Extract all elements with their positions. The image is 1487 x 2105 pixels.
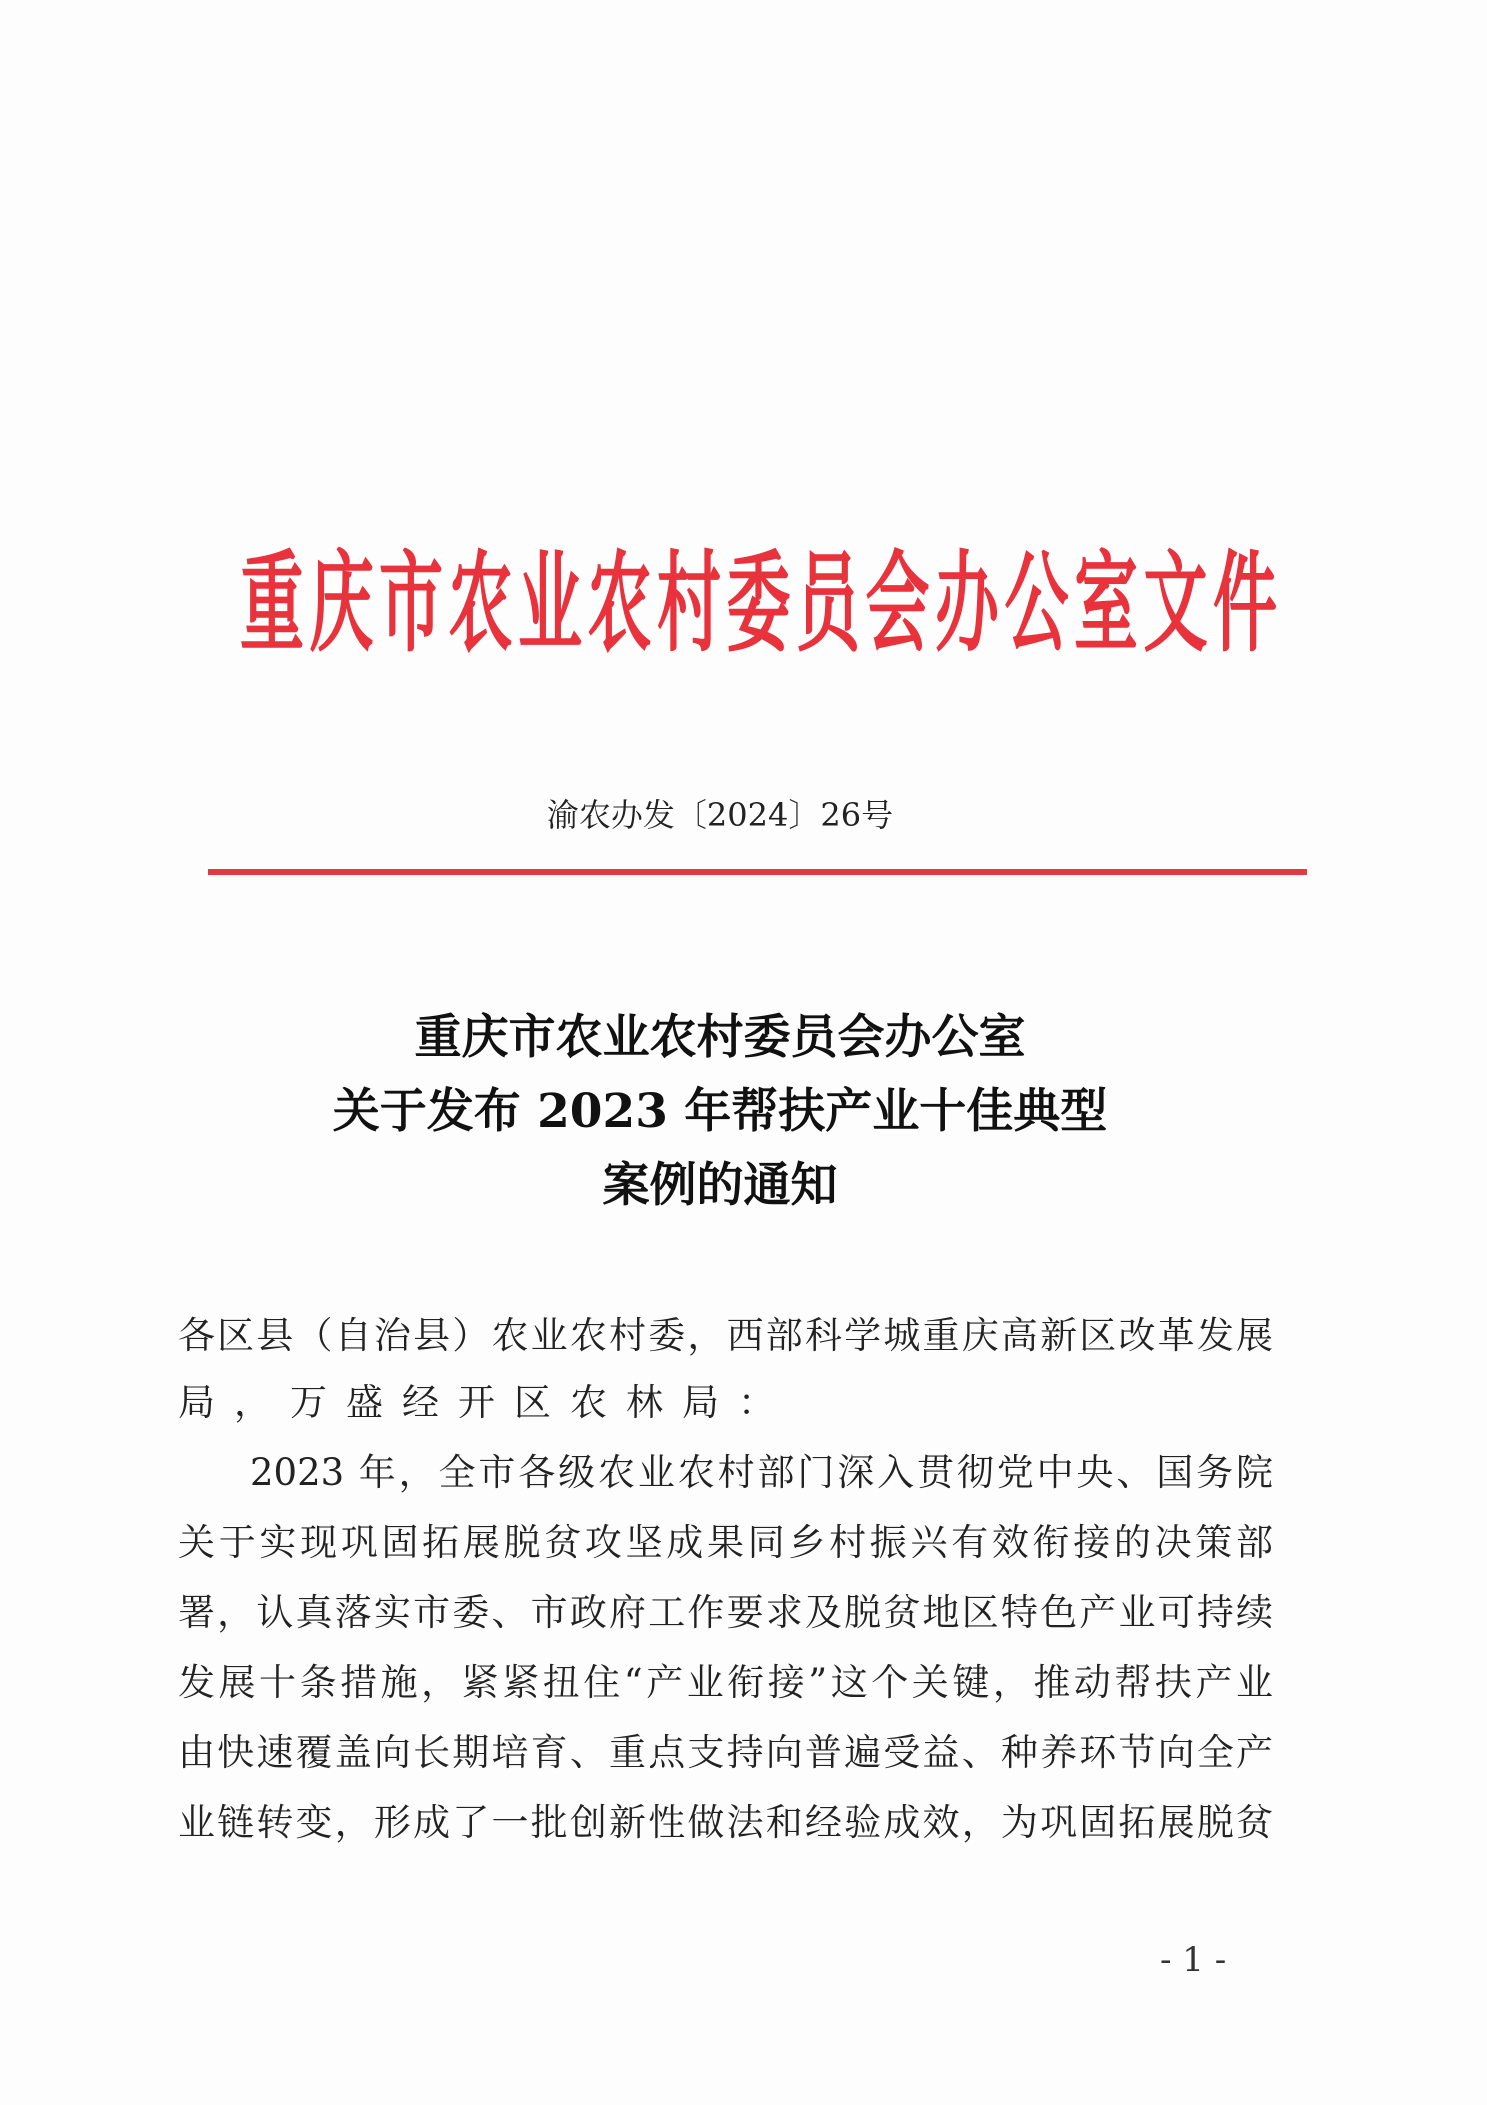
body-line: 2023 年，全市各级农业农村部门深入贯彻党中央、国务院 bbox=[250, 1451, 1273, 1494]
red-header-char: 文 bbox=[1143, 542, 1206, 669]
body-line: 关于实现巩固拓展脱贫攻坚成果同乡村振兴有效衔接的决策部 bbox=[178, 1521, 1273, 1564]
red-header-char: 业 bbox=[518, 542, 580, 669]
notice-title-line-2: 关于发布 2023 年帮扶产业十佳典型 bbox=[332, 1084, 1108, 1139]
body-line: 由快速覆盖向长期培育、重点支持向普遍受益、种养环节向全产 bbox=[178, 1731, 1273, 1774]
red-header-char: 会 bbox=[865, 542, 928, 669]
red-header-char: 办 bbox=[935, 542, 997, 669]
red-header-char: 重 bbox=[240, 542, 302, 669]
body-line: 发展十条措施，紧紧扭住“产业衔接”这个关键，推动帮扶产业 bbox=[178, 1661, 1273, 1704]
document-number: 渝农办发〔2024〕26号 bbox=[546, 796, 894, 834]
body-line: 业链转变，形成了一批创新性做法和经验成效，为巩固拓展脱贫 bbox=[178, 1801, 1273, 1844]
red-header-char: 件 bbox=[1213, 542, 1275, 669]
red-header-char: 室 bbox=[1074, 542, 1136, 669]
red-header-char: 村 bbox=[657, 542, 719, 669]
notice-title-line-3: 案例的通知 bbox=[602, 1158, 838, 1213]
red-header-char: 市 bbox=[379, 542, 441, 669]
red-divider-line bbox=[208, 869, 1307, 875]
page-number: - 1 - bbox=[1160, 1940, 1227, 1980]
red-header-char: 农 bbox=[448, 542, 511, 669]
body-line: 局，万盛经开区农林局： bbox=[178, 1381, 794, 1424]
red-header-char: 农 bbox=[587, 542, 650, 669]
red-header-char: 委 bbox=[726, 542, 789, 669]
body-line: 署，认真落实市委、市政府工作要求及脱贫地区特色产业可持续 bbox=[178, 1591, 1273, 1634]
notice-title-line-1: 重庆市农业农村委员会办公室 bbox=[414, 1010, 1026, 1065]
red-header-title bbox=[240, 520, 1275, 670]
red-header-char: 员 bbox=[796, 542, 858, 669]
red-header-char: 公 bbox=[1004, 542, 1067, 669]
red-header-char: 庆 bbox=[309, 542, 372, 669]
body-line: 各区县（自治县）农业农村委，西部科学城重庆高新区改革发展 bbox=[178, 1314, 1273, 1357]
